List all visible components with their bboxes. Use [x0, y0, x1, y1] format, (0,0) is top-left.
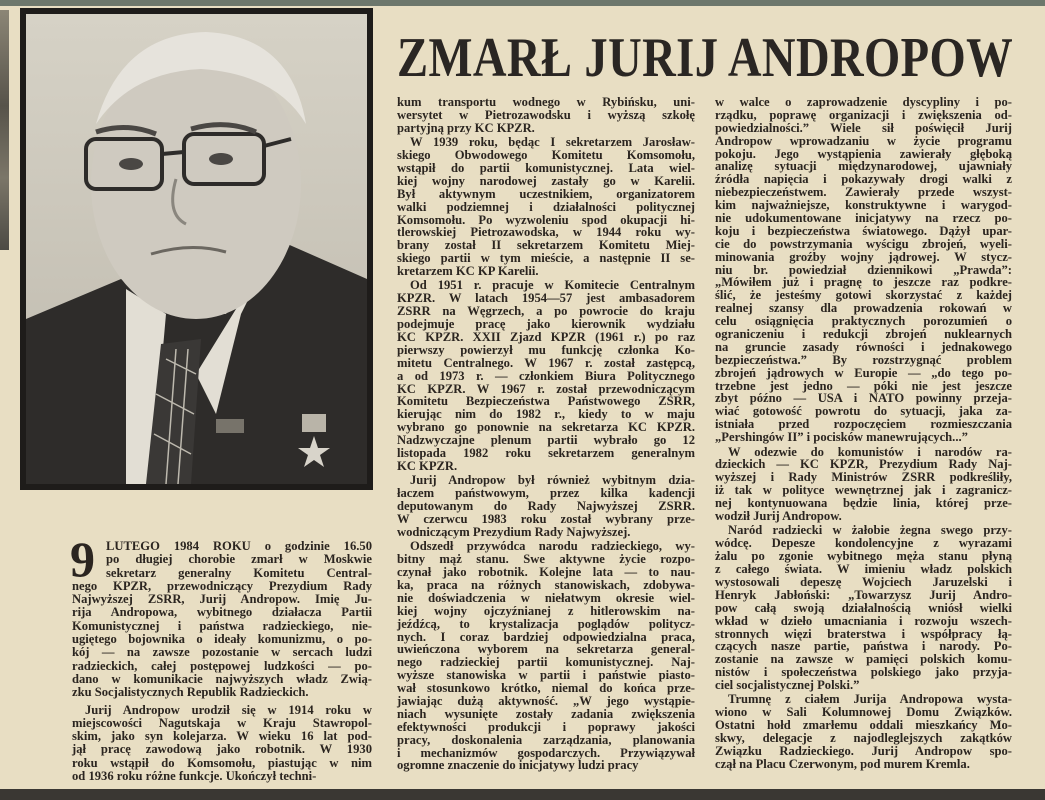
- text-line: wiono w Sali Kolumnowej Domu Związków.: [715, 705, 1012, 720]
- text-line: Był aktywnym uczestnikiem, organizatorem: [397, 186, 695, 201]
- text-line: deputowanym do Rady Najwyższej ZSRR.: [397, 499, 695, 514]
- text-line: kim najważniejsze, konstruktywne i warygod-: [715, 198, 1012, 213]
- headline: ZMARŁ JURIJ ANDROPOW: [397, 27, 1014, 89]
- adjacent-photo-fragment: [0, 10, 9, 250]
- text-line: niebezpieczeństwem. Zawierały przede wszyst-: [715, 185, 1012, 200]
- text-line: ograniczeniu i redukcji zbrojeń nuklearnych: [715, 327, 1012, 342]
- page-bottom-rule: [0, 789, 1045, 800]
- text-line: partyjną przy KC KPZR.: [397, 120, 535, 135]
- paragraph: [397, 279, 695, 472]
- text-line: kiej wojny ojczyźnianej z hitlerowskim na-: [397, 603, 695, 618]
- text-line: zku Socjalistycznych Republik Radzieckich.: [72, 685, 309, 700]
- text-line: jął pracę zawodową jako robotnik. W 1930: [72, 742, 372, 757]
- text-line: minowania groźby wojny jądrowej. W stycz-: [715, 249, 1012, 264]
- text-line: niu br. powiedział dziennikowi „Prawda”:: [715, 262, 1012, 277]
- text-line: pracy, doskonalenia zarządzania, planowania: [397, 732, 695, 747]
- text-line: zbrojeń jądrowych w Europie — „do tego po-: [715, 365, 1012, 380]
- text-line: niach wysunięte zostały zadania zwiększenia: [397, 706, 695, 721]
- article-column-3: [715, 96, 1012, 772]
- text-line: wodził Jurij Andropow.: [715, 509, 842, 523]
- text-line: czął na Placu Czerwonym, pod murem Kremla.: [715, 756, 970, 771]
- text-line: dzieckich — KC KPZR, Prezydium Rady Naj-: [715, 457, 1012, 472]
- text-line: Odszedł przywódca narodu radzieckiego, wy-: [410, 539, 695, 554]
- text-line: KC KPZR.: [397, 458, 458, 473]
- text-line: KC KPZR. W 1967 r. został przewodniczącym: [397, 381, 695, 396]
- text-line: Najwyższej ZSRR, Jurij Andropow. Imię Ju-: [72, 592, 372, 607]
- text-line: zostanie na zawsze w pamięci polskich komu-: [715, 652, 1012, 667]
- text-line: kój — na zawsze pozostanie w sercach ludzi: [72, 645, 372, 660]
- drop-cap: 9: [70, 531, 95, 587]
- text-line: łaczem państwowym, przez kilka kadencji: [397, 486, 695, 501]
- text-line: istniała przed rozpoczęciem rozmieszczania: [715, 417, 1012, 432]
- text-line: „Pershingów II” i pocisków manewrujących...”: [715, 430, 968, 445]
- text-line: nej kontynuowana będzie linia, której prze-: [715, 496, 1012, 511]
- text-line: wyższe stanowiska w partii i państwie piasto-: [397, 668, 695, 683]
- text-line: Naród radziecki w żałobie żegna swego przy-: [728, 523, 1012, 538]
- text-line: kretarzem KC KP Karelii.: [397, 264, 539, 279]
- text-line: „Mówiłem już i pragnę to jeszcze raz podkre-: [715, 275, 1012, 290]
- text-line: realnej szansy dla prowadzenia rokowań w: [715, 301, 1012, 316]
- text-line: KPZR. W latach 1954—57 jest ambasadorem: [397, 291, 695, 306]
- text-line: Trumnę z ciałem Jurija Andropowa wysta-: [728, 692, 1012, 707]
- paragraph: [715, 524, 1012, 692]
- text-line: źródła napięcia i pokazywały drogi walki z: [715, 172, 1012, 187]
- text-line: pierwszy powierzył mu funkcję członka Ko-: [397, 342, 695, 357]
- text-line: nego KPZR, przewodniczący Prezydium Rady: [72, 578, 372, 593]
- paragraph: [715, 446, 1012, 523]
- paragraph: [715, 96, 1012, 444]
- text-line: Jurij Andropow był również wybitnym dzia-: [410, 473, 695, 488]
- text-line: koju i bezpieczeństwa światowego. Dążył upar-: [715, 223, 1012, 238]
- text-line: żalu po zgonie wybitnego męża stanu płyną: [715, 549, 1012, 564]
- text-line: nego radzieckiej partii komunistycznej. Naj-: [397, 655, 695, 670]
- text-line: wodniczącym Prezydium Rady Najwyższej.: [397, 524, 631, 539]
- text-line: od 1936 roku różne funkcje. Ukończył techni-: [72, 769, 317, 784]
- text-line: listopada 1982 roku sekretarzem generalnym: [397, 446, 695, 461]
- text-line: bezpieczeństwa.” By rozstrzygnąć problem: [715, 352, 1012, 367]
- page-top-edge: [0, 0, 1045, 6]
- article-column-1: [70, 531, 372, 787]
- text-line: ciel socjalistycznej Polski.”: [715, 678, 860, 693]
- text-line: mitetu Centralnego. W 1967 r. został zastępcą,: [397, 355, 695, 370]
- text-line: wódcę. Depesze kondolencyjne z wyrazami: [715, 536, 1012, 551]
- paragraph: [72, 540, 372, 700]
- paragraph: [715, 693, 1012, 770]
- text-line: uwieńczona wyborem na sekretarza general-: [397, 642, 695, 657]
- text-line: pow całą swoją działalnością wniósł wielki: [715, 600, 1012, 615]
- text-line: cie do powstrzymania wyścigu zbrojeń, wyeli-: [715, 236, 1012, 251]
- text-line: kum transportu wodnego w Rybińsku, uni-: [397, 95, 695, 109]
- text-line: skiego Obwodowego Komitetu Komsomołu,: [397, 148, 695, 163]
- text-line: iż tak w polityce wewnętrznej jak i zagranicz-: [715, 483, 1012, 498]
- text-line: Komitetu Bezpieczeństwa Państwowego ZSRR,: [397, 394, 695, 409]
- text-line: roku wstąpił do Komsomołu, piastując w nim: [72, 755, 372, 770]
- text-line: ka, praca na różnych stanowiskach, zdobywa-: [397, 577, 695, 592]
- text-line: ZSRR na Węgrzech, a po powrocie do kraju: [397, 304, 695, 319]
- paragraph: [397, 540, 695, 772]
- text-line: jeźdźcą, to krystalizacja poglądów politycz-: [397, 616, 695, 631]
- text-line: rządku, poprawę organizacji i zwiększenia od-: [715, 107, 1012, 122]
- text-line: ogromne znaczenie do inicjatywy ludzi pracy: [397, 758, 639, 773]
- text-line: nie doświadczenia w niełatwym okresie wiel-: [397, 590, 695, 605]
- text-line: na gruncie zasady równości i jednakowego: [715, 339, 1012, 354]
- text-line: wyższej i Rady Ministrów ZSRR podkreśliły,: [715, 470, 1012, 485]
- text-line: skim, jako syn kolejarza. W wieku 16 lat pod-: [72, 729, 372, 744]
- text-line: W 1939 roku, będąc I sekretarzem Jarosław-: [410, 135, 695, 150]
- text-line: pokoju. Jego wystąpienia zawierały głęboką: [715, 146, 1012, 161]
- text-line: rija Andropowa, wybitnego działacza Partii: [72, 605, 372, 620]
- text-line: tlerowskiej Pietrozawodska, w 1944 roku wy-: [397, 225, 695, 240]
- text-line: Związku Radzieckiego. Jurij Andropow spo-: [715, 744, 1012, 759]
- text-line: skwy, delegacje z najodleglejszych zakątków: [715, 731, 1012, 746]
- text-line: i mechanizmów gospodarczych. Przywiązywał: [397, 745, 695, 760]
- text-line: W odezwie do komunistów i narodów ra-: [728, 444, 1012, 459]
- text-line: wstąpił do partii komunistycznej. Lata wiel-: [397, 160, 695, 175]
- text-line: czynał jako robotnik. Kolejne lata — to nau-: [397, 565, 695, 580]
- text-line: z całego świata. W imieniu władz polskich: [715, 562, 1012, 577]
- text-line: stronnych więzi braterstwa i współpracy łą-: [715, 626, 1012, 641]
- text-line: wybrano go ponownie na sekretarza KC KPZR.: [397, 420, 695, 435]
- text-line: Komsomołu. Po wyzwoleniu spod okupacji hi-: [397, 212, 695, 227]
- text-line: wersytet w Pietrozawodsku i wyższą szkołę: [397, 107, 695, 122]
- paragraph: [397, 136, 695, 278]
- text-line: dano w komunikacie najwyższych władz Zwią-: [72, 671, 372, 686]
- text-line: LUTEGO 1984 ROKU o godzinie 16.50: [106, 539, 372, 553]
- text-line: Jurij Andropow urodził się w 1914 roku w: [85, 702, 372, 717]
- text-line: nie udokumentowane inicjatywy na rzecz po-: [715, 211, 1012, 226]
- text-line: wystosowali depeszę Wojciech Jaruzelski i: [715, 574, 1012, 589]
- text-line: sekretarz generalny Komitetu Central-: [106, 565, 372, 580]
- text-line: wał stosunkowo krótko, niemal do końca prze-: [397, 681, 695, 696]
- text-line: wkład w dzieło umacniania i rozwoju wszech-: [715, 613, 1012, 628]
- text-line: Andropow wprowadzaniu w życie programu: [715, 133, 1012, 148]
- text-line: Komunistycznej i państwa radzieckiego, nie-: [72, 618, 372, 633]
- text-line: w walce o zaprowadzenie dyscypliny i po-: [715, 95, 1012, 109]
- text-line: a od 1973 r. — członkiem Biura Politycznego: [397, 368, 695, 383]
- paragraph: [397, 474, 695, 538]
- text-line: powiedzialności.” Wiele sił poświęcił Jurij: [715, 120, 1012, 135]
- text-line: kierując nim do 1982 r., kiedy to w maju: [397, 407, 695, 422]
- text-line: Od 1951 r. pracuje w Komitecie Centralnym: [410, 278, 695, 293]
- text-line: podejmuje pracę jako kierownik wydziału: [397, 317, 695, 332]
- text-line: trzebne jest jedno — póki nie jest jeszcze: [715, 378, 1012, 393]
- text-line: bitny mąż stanu. Swe aktywne życie rozpo-: [397, 552, 695, 567]
- text-line: jawiając dużą aktywność. „W jego wystąpie-: [397, 693, 695, 708]
- text-line: ugiętego bojownika o ideały komunizmu, o po-: [72, 632, 372, 647]
- text-line: miejscowości Nagutskaja w Kraju Stawropol-: [72, 715, 372, 730]
- paragraph: [72, 704, 372, 784]
- text-line: radzieckich, całej postępowej ludzkości — po-: [72, 658, 372, 673]
- text-line: po długiej chorobie zmarł w Moskwie: [106, 552, 372, 567]
- text-line: Nadzwyczajne plenum partii wybrało go 12: [397, 433, 695, 448]
- text-line: wiać gotowość powrotu do sytuacji, jaka za-: [715, 404, 1012, 419]
- text-line: brany został II sekretarzem Komitetu Miej-: [397, 238, 695, 253]
- text-line: celu osiągnięcia praktycznych porozumień o: [715, 314, 1012, 329]
- text-line: analizę sytuacji międzynarodowej, ujawniały: [715, 159, 1012, 174]
- text-line: ślić, że jesteśmy gotowi skorzystać z każdej: [715, 288, 1012, 303]
- text-line: efektywności produkcji i poprawy jakości: [397, 719, 695, 734]
- text-line: skiego partii w tym mieście, a następnie II se-: [397, 251, 695, 266]
- text-line: W czerwcu 1983 roku został wybrany prze-: [397, 512, 695, 526]
- article-column-2: [397, 96, 695, 774]
- portrait-illustration: [26, 14, 367, 484]
- text-line: Henryk Jabłoński: „Towarzysz Jurij Andro-: [715, 587, 1012, 602]
- text-line: nych. I coraz bardziej odpowiedzialna praca,: [397, 629, 695, 644]
- text-line: KC KPZR. XXII Zjazd KPZR (1961 r.) po raz: [397, 330, 695, 345]
- portrait-photo: [20, 8, 373, 490]
- paragraph: [397, 96, 695, 135]
- text-line: kiej wojny narodowej zastały go w Karelii.: [397, 173, 695, 188]
- text-line: walki podziemnej i działalności politycznej: [397, 199, 695, 214]
- text-line: nistów i społeczeństwa polskiego jako przyja-: [715, 665, 1012, 680]
- text-line: czących nasze partie, państwa i narody. Po-: [715, 639, 1012, 654]
- text-line: zbyt późno — USA i NATO powinny przeja-: [715, 391, 1012, 406]
- text-line: Ostatni hołd zmarłemu oddali mieszkańcy Mo-: [715, 718, 1012, 733]
